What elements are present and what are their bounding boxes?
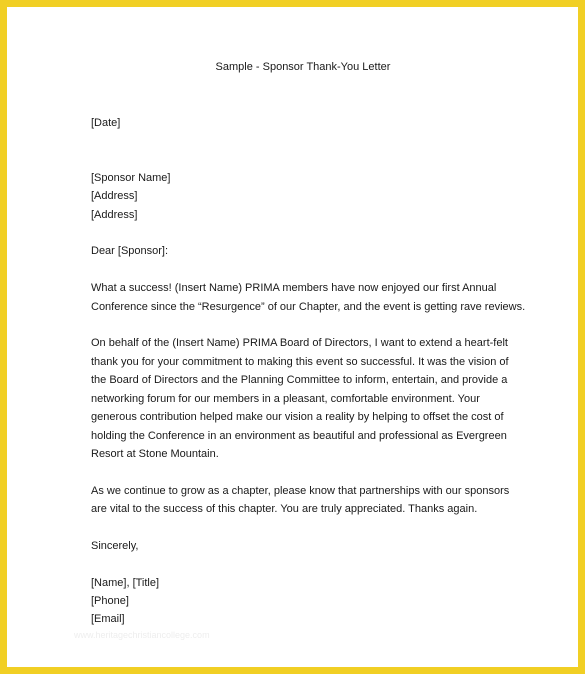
paragraph-2-line-7: Resort at Stone Mountain. (91, 448, 219, 460)
letter-page (14, 14, 585, 674)
signature-phone: [Phone] (91, 595, 129, 607)
paragraph-1-line-2: Conference since the “Resurgence” of our Chapter, and the event is getting rave reviews. (91, 301, 526, 313)
letter-title: Sample - Sponsor Thank-You Letter (215, 61, 391, 73)
paragraph-3-line-1: As we continue to grow as a chapter, please know that partnerships with our sponsors (91, 485, 510, 497)
paragraph-2-line-4: networking forum for our members in a pleasant, comfortable environment. Your (91, 393, 480, 405)
paragraph-2-line-5: generous contribution helped make our vision a reality by helping to offset the cost of (91, 411, 504, 423)
paragraph-2-line-6: holding the Conference in an environment as beautiful and professional as Evergreen (91, 430, 507, 442)
salutation: Dear [Sponsor]: (91, 245, 169, 257)
recipient-address-2: [Address] (91, 209, 138, 221)
watermark: www.heritagechristiancollege.com (74, 630, 210, 640)
recipient-name: [Sponsor Name] (91, 172, 171, 184)
paragraph-3-line-2: are vital to the success of this chapter. You are truly appreciated. Thanks again. (91, 503, 478, 515)
date-line: [Date] (91, 117, 121, 129)
paragraph-1-line-1: What a success! (Insert Name) PRIMA members have now enjoyed our first Annual (91, 282, 497, 294)
recipient-address-1: [Address] (91, 190, 138, 202)
paragraph-2-line-1: On behalf of the (Insert Name) PRIMA Board of Directors, I want to extend a heart-felt (91, 337, 508, 349)
paragraph-2-line-2: thank you for your commitment to making this event so successful. It was the vision of (91, 356, 509, 368)
closing: Sincerely, (91, 540, 139, 552)
signature-email: [Email] (91, 613, 125, 625)
paragraph-2-line-3: the Board of Directors and the Planning Committee to inform, entertain, and provide a (91, 374, 508, 386)
signature-name-title: [Name], [Title] (91, 577, 160, 589)
